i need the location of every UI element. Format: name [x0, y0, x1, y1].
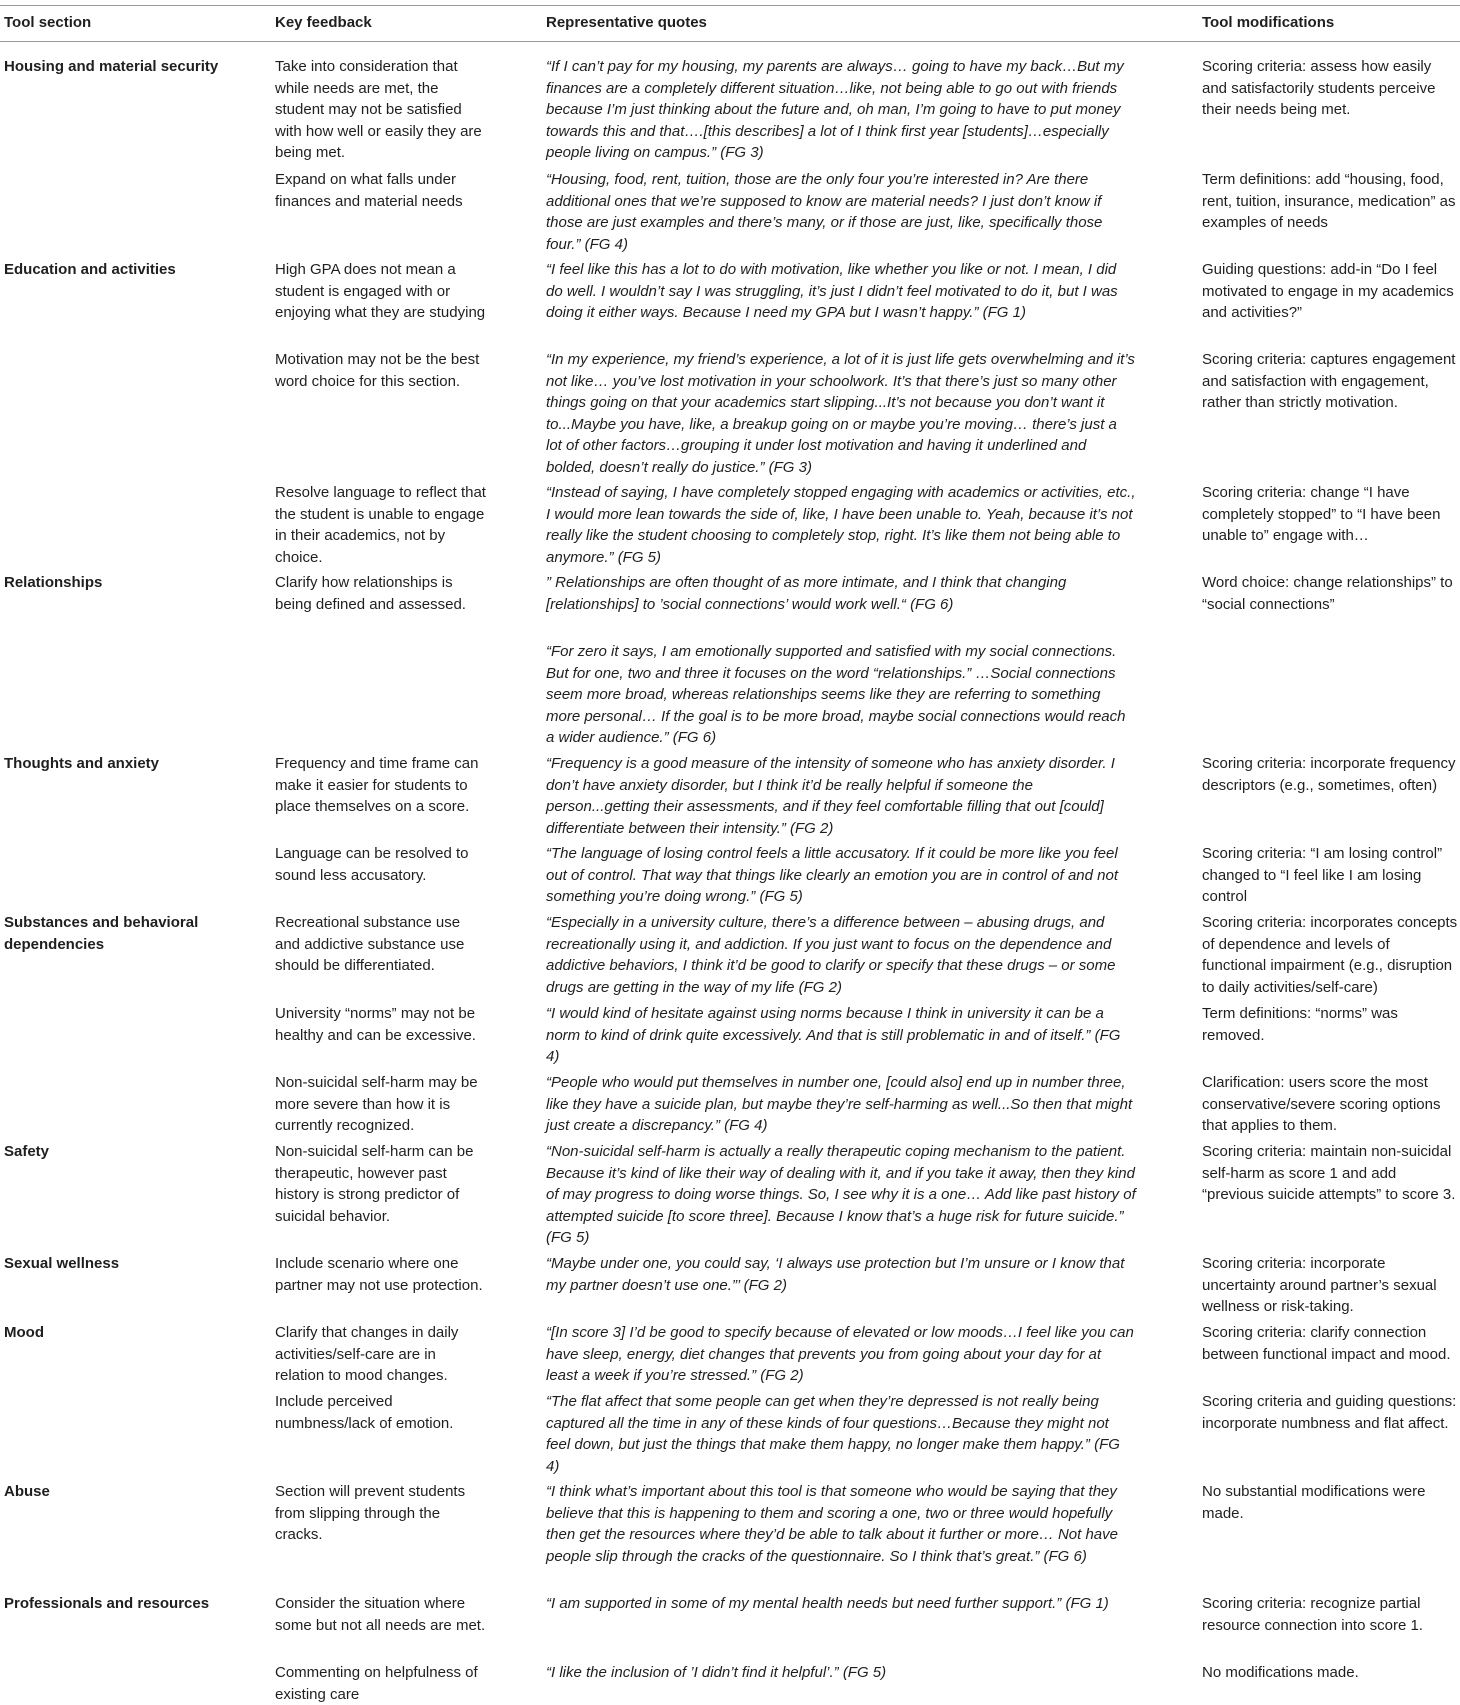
modification-cell: Scoring criteria: captures engagement and satisfaction with engagement, rather than strictly motivation. — [1202, 351, 1456, 411]
section-sexual-wellness: Sexual wellness — [4, 1255, 120, 1272]
modification-cell: Term definitions: add “housing, food, rent, tuition, insurance, medication” as examples of needs — [1202, 171, 1456, 231]
quote-cell: “Non-suicidal self-harm is actually a really therapeutic coping mechanism to the patient. Because it’s kind of like their way of dealing with it, and if you take it away, then they kind of may progress to doing worse things. So, I see why it is a one… Add like past history of attempted suicide [to score three]. Because I know that’s a huge risk for future suicide.” (FG 5) — [546, 1143, 1136, 1246]
section-abuse: Abuse — [4, 1483, 50, 1500]
section-relationships: Relationships — [4, 574, 103, 591]
feedback-cell: Clarify that changes in daily activities/self-care are in relation to mood changes. — [275, 1324, 459, 1384]
modification-cell: Scoring criteria: incorporate uncertainty around partner’s sexual wellness or risk-taking. — [1202, 1255, 1437, 1315]
section-education: Education and activities — [4, 261, 176, 278]
quote-cell: “I like the inclusion of ’I didn’t find it helpful’.” (FG 5) — [546, 1664, 887, 1681]
modification-cell: Scoring criteria: change “I have completely stopped” to “I have been unable to” engage with… — [1202, 484, 1441, 544]
feedback-cell: Commenting on helpfulness of existing care — [275, 1664, 478, 1703]
quote-cell: “Maybe under one, you could say, ‘I always use protection but I’m unsure or I know that my partner doesn’t use one.”’ (FG 2) — [546, 1255, 1125, 1294]
feedback-cell: Consider the situation where some but not all needs are met. — [275, 1595, 486, 1634]
feedback-cell: Take into consideration that while needs are met, the student may not be satisfied with how well or easily they are being met. — [275, 58, 482, 161]
modification-cell: Scoring criteria: incorporates concepts of dependence and levels of functional impairment (e.g., disruption to daily activities/self-care) — [1202, 914, 1458, 996]
header-rule — [0, 41, 1460, 42]
quote-cell: “If I can’t pay for my housing, my parents are always… going to have my back…But my finances are a completely different situation…like, not being able to go out with friends because I’m just thinking about the future and, oh man, I’m going to have to put money towards this and that….[this describes] a lot of I think first year [students]…especially people living on campus.” (FG 3) — [546, 58, 1124, 161]
section-professionals: Professionals and resources — [4, 1595, 210, 1612]
table-top-rule — [0, 5, 1460, 6]
feedback-cell: Recreational substance use and addictive substance use should be differentiated. — [275, 914, 465, 974]
modification-cell: Scoring criteria: “I am losing control” changed to “I feel like I am losing control — [1202, 845, 1443, 905]
modification-cell: Scoring criteria and guiding questions: incorporate numbness and flat affect. — [1202, 1393, 1457, 1432]
section-mood: Mood — [4, 1324, 44, 1341]
section-housing: Housing and material security — [4, 58, 219, 75]
quote-cell: “[In score 3] I’d be good to specify because of elevated or low moods…I feel like you can have sleep, energy, diet changes that prevents you from going about your day for at least a week if you’re stressed.” (FG 2) — [546, 1324, 1134, 1384]
feedback-cell: Motivation may not be the best word choice for this section. — [275, 351, 480, 390]
header-representative-quotes: Representative quotes — [546, 14, 707, 31]
feedback-cell: Non-suicidal self-harm may be more severe than how it is currently recognized. — [275, 1074, 478, 1134]
section-substances: Substances and behavioral dependencies — [4, 914, 199, 953]
modification-cell: Scoring criteria: maintain non-suicidal self-harm as score 1 and add “previous suicide attempts” to score 3. — [1202, 1143, 1456, 1203]
feedback-cell: Non-suicidal self-harm can be therapeutic, however past history is strong predictor of suicidal behavior. — [275, 1143, 474, 1225]
feedback-cell: Frequency and time frame can make it easier for students to place themselves on a score. — [275, 755, 479, 815]
feedback-cell: Clarify how relationships is being defined and assessed. — [275, 574, 466, 613]
feedback-cell: University “norms” may not be healthy and can be excessive. — [275, 1005, 476, 1044]
quote-cell: “Instead of saying, I have completely stopped engaging with academics or activities, etc., I would more lean towards the side of, like, I have been unable to. Yeah, because it’s not really like the student choosing to completely stop, right. It’s like them not being able to anymore.” (FG 5) — [546, 484, 1136, 566]
quote-cell: “Especially in a university culture, there’s a difference between – abusing drugs, and recreationally using it, and addiction. If you just want to focus on the dependence and addictive behaviors, I think it’d be good to clarify or specify that these drugs – or some drugs are getting in the way of my life (FG 2) — [546, 914, 1116, 996]
modification-cell: Clarification: users score the most conservative/severe scoring options that applies to them. — [1202, 1074, 1441, 1134]
header-tool-modifications: Tool modifications — [1202, 14, 1335, 31]
modification-cell: Scoring criteria: assess how easily and satisfactorily students perceive their needs being met. — [1202, 58, 1436, 118]
quote-cell: “Frequency is a good measure of the intensity of someone who has anxiety disorder. I don’t have anxiety disorder, but I think it’d be really helpful if someone the person...getting their assessments, and if they feel comfortable filling that out [could] differentiate between their intensity.” (FG 2) — [546, 755, 1115, 837]
modification-cell: Scoring criteria: incorporate frequency descriptors (e.g., sometimes, often) — [1202, 755, 1456, 794]
quote-cell: “Housing, food, rent, tuition, those are the only four you’re interested in? Are there additional ones that we’re supposed to know are material needs? I just don’t know if those are just examples and there’s many, or if those are just, like, specifically those four.” (FG 4) — [546, 171, 1103, 253]
header-tool-section: Tool section — [4, 14, 92, 31]
quote-cell: “I feel like this has a lot to do with motivation, like whether you like or not. I mean, I did do well. I wouldn’t say I was struggling, it’s just I didn’t feel motivated to do it, but I was doing it either ways. Because I need my GPA but I wasn’t happy.” (FG 1) — [546, 261, 1118, 321]
feedback-cell: Expand on what falls under finances and material needs — [275, 171, 463, 210]
quote-cell: “For zero it says, I am emotionally supported and satisfied with my social connections. But for one, two and three it focuses on the word “relationships.” …Social connections seem more broad, whereas relationships seems like they are referring to something more personal… If the goal is to be more broad, maybe social connections would reach a wider audience.” (FG 6) — [546, 643, 1126, 746]
feedback-cell: Language can be resolved to sound less accusatory. — [275, 845, 469, 884]
feedback-cell: Include perceived numbness/lack of emotion. — [275, 1393, 454, 1432]
section-thoughts-anxiety: Thoughts and anxiety — [4, 755, 160, 772]
feedback-cell: Section will prevent students from slipping through the cracks. — [275, 1483, 466, 1543]
quote-cell: “People who would put themselves in number one, [could also] end up in number three, like they have a suicide plan, but maybe they’re self-harming as well...So then that might just create a discrepancy.” (FG 4) — [546, 1074, 1133, 1134]
modification-cell: Scoring criteria: clarify connection between functional impact and mood. — [1202, 1324, 1451, 1363]
modification-cell: Scoring criteria: recognize partial resource connection into score 1. — [1202, 1595, 1423, 1634]
modification-cell: Guiding questions: add-in “Do I feel motivated to engage in my academics and activities?” — [1202, 261, 1454, 321]
quote-cell: “I would kind of hesitate against using norms because I think in university it can be a norm to kind of drink quite excessively. And that is still problematic in and of itself.” (FG 4) — [546, 1005, 1121, 1065]
feedback-cell: Include scenario where one partner may not use protection. — [275, 1255, 483, 1294]
feedback-cell: High GPA does not mean a student is engaged with or enjoying what they are studying — [275, 261, 486, 321]
modification-cell: No substantial modifications were made. — [1202, 1483, 1426, 1522]
quote-cell: ” Relationships are often thought of as more intimate, and I think that changing [relationships] to ’social connections’ would work well.“ (FG 6) — [546, 574, 1067, 613]
quote-cell: “The language of losing control feels a little accusatory. If it could be more like you feel out of control. That way that things like clearly an emotion you are in control of and not something you’re doing wrong.” (FG 5) — [546, 845, 1118, 905]
modification-cell: No modifications made. — [1202, 1664, 1359, 1681]
quote-cell: “The flat affect that some people can get when they’re depressed is not really being captured all the time in any of these kinds of four questions…Because they might not feel down, but just the things that make them happy, no longer make them happy.” (FG 4) — [546, 1393, 1120, 1475]
modification-cell: Term definitions: “norms” was removed. — [1202, 1005, 1398, 1044]
header-key-feedback: Key feedback — [275, 14, 372, 31]
quote-cell: “In my experience, my friend’s experience, a lot of it is just life gets overwhelming and it’s not like… you’ve lost motivation in your schoolwork. It’s that there’s just so many other things going on that your academics start slipping...It’s not because you don’t want it to...Maybe you have, like, a breakup going on or maybe you’re moving… there’s just a lot of other factors…grouping it under lost motivation and having it underlined and bolded, doesn’t really do justice.” (FG 3) — [546, 351, 1135, 476]
modification-cell: Word choice: change relationships” to “social connections” — [1202, 574, 1453, 613]
quote-cell: “I am supported in some of my mental health needs but need further support.” (FG 1) — [546, 1595, 1109, 1612]
quote-cell: “I think what’s important about this tool is that someone who would be saying that they believe that this is happening to them and scoring a one, two or three would hopefully then get the resources where they’d be able to talk about it further or more… Not have people slip through the cracks of the questionnaire. So I think that’s great.” (FG 6) — [546, 1483, 1118, 1565]
feedback-cell: Resolve language to reflect that the student is unable to engage in their academics, not by choice. — [275, 484, 486, 566]
section-safety: Safety — [4, 1143, 50, 1160]
